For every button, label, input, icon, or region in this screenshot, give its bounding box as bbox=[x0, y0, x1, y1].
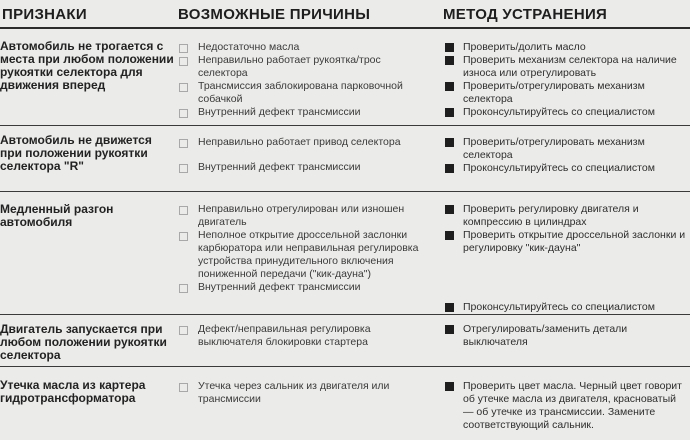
header-rule bbox=[0, 27, 690, 29]
remedy-item: Проконсультируйтесь со специалистом bbox=[443, 162, 688, 175]
row-4-causes bbox=[178, 323, 430, 349]
row-1-remedies bbox=[443, 41, 688, 119]
cause-item: Дефект/неправильная регулировка выключателя блокировки стартера bbox=[178, 323, 430, 349]
remedy-item: Отрегулировать/заменить детали выключателя bbox=[443, 323, 688, 349]
row-4-symptom: Двигатель запускается при любом положении рукоятки селектора bbox=[0, 322, 167, 362]
remedy-item: Проконсультируйтесь со специалистом bbox=[443, 301, 688, 314]
header-remedies: МЕТОД УСТРАНЕНИЯ bbox=[443, 6, 608, 23]
row-divider bbox=[0, 366, 690, 367]
row-divider bbox=[0, 191, 690, 192]
row-2-symptom: Автомобиль не движется при положении рукоятки селектора "R" bbox=[0, 133, 152, 173]
row-divider bbox=[0, 314, 690, 315]
header-causes: ВОЗМОЖНЫЕ ПРИЧИНЫ bbox=[178, 6, 371, 23]
row-divider bbox=[0, 125, 690, 126]
cause-item: Утечка через сальник из двигателя или трансмиссии bbox=[178, 380, 430, 406]
cause-item: Недостаточно масла bbox=[178, 41, 430, 54]
row-3-remedies bbox=[443, 203, 688, 314]
row-3-causes bbox=[178, 203, 430, 294]
remedy-item: Проверить механизм селектора на наличие износа или отрегулировать bbox=[443, 54, 688, 80]
remedy-item: Проверить/отрегулировать механизм селектора bbox=[443, 136, 688, 162]
remedy-item: Проверить/отрегулировать механизм селектора bbox=[443, 80, 688, 106]
cause-item: Неправильно работает привод селектора bbox=[178, 136, 430, 149]
row-5-symptom: Утечка масла из картера гидротрансформатора bbox=[0, 378, 146, 405]
cause-item: Внутренний дефект трансмиссии bbox=[178, 106, 430, 119]
cause-item: Внутренний дефект трансмиссии bbox=[178, 281, 430, 294]
header-symptoms: ПРИЗНАКИ bbox=[2, 6, 87, 23]
row-2-causes bbox=[178, 136, 430, 174]
row-1-symptom: Автомобиль не трогается с места при любом положении рукоятки селектора для движения вперед bbox=[0, 39, 174, 92]
row-2-remedies bbox=[443, 136, 688, 175]
row-3-symptom: Медленный разгон автомобиля bbox=[0, 202, 114, 229]
remedy-item: Проверить открытие дроссельной заслонки и регулировку "кик-дауна" bbox=[443, 229, 688, 255]
cause-item: Трансмиссия заблокирована парковочной собачкой bbox=[178, 80, 430, 106]
remedy-item: Проверить регулировку двигателя и компрессию в цилиндрах bbox=[443, 203, 688, 229]
cause-item: Неполное открытие дроссельной заслонки карбюратора или неправильная регулировка устройства принудительного включения пониженной передачи ("кик-дауна") bbox=[178, 229, 430, 281]
row-5-remedies bbox=[443, 380, 688, 432]
row-4-remedies bbox=[443, 323, 688, 349]
remedy-item: Проконсультируйтесь со специалистом bbox=[443, 106, 688, 119]
cause-item: Неправильно работает рукоятка/трос селектора bbox=[178, 54, 430, 80]
remedy-item: Проверить цвет масла. Черный цвет говорит об утечке масла из двигателя, красноватый — об утечке из трансмиссии. Замените соответствующий сальник. bbox=[443, 380, 688, 432]
row-1-causes bbox=[178, 41, 430, 119]
cause-item: Неправильно отрегулирован или изношен двигатель bbox=[178, 203, 430, 229]
remedy-item: Проверить/долить масло bbox=[443, 41, 688, 54]
cause-item: Внутренний дефект трансмиссии bbox=[178, 161, 430, 174]
row-5-causes bbox=[178, 380, 430, 406]
